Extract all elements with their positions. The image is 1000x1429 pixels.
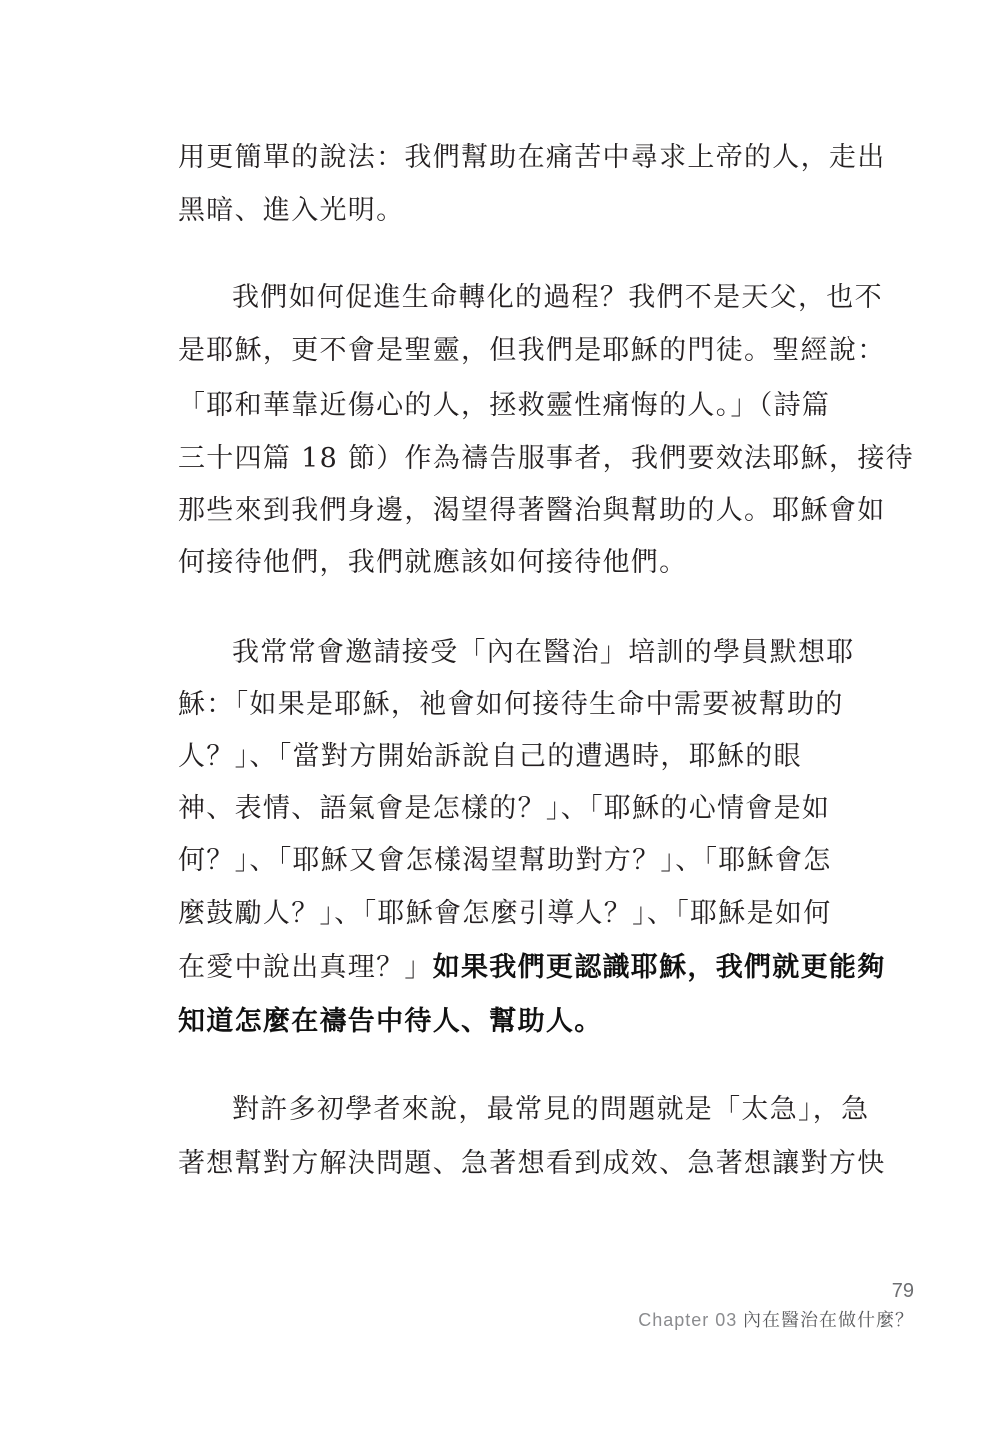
- chapter-label: Chapter 03: [638, 1310, 738, 1330]
- page-number: 79: [891, 1280, 914, 1302]
- paragraph-3-line-7: [178, 942, 886, 994]
- chapter-title: 內在醫治在做什麼？: [743, 1310, 914, 1331]
- paragraph-3-line-5: 何？」、「耶穌又會怎樣渴望幫助對方？」、「耶穌會怎: [178, 845, 832, 876]
- paragraph-3-line-2: 穌：「如果是耶穌，祂會如何接待生命中需要被幫助的: [178, 689, 844, 720]
- emphasis-text-line-2: 知道怎麼在禱告中待人、幫助人。: [178, 1006, 603, 1037]
- paragraph-2-line-4: [178, 433, 914, 485]
- paragraph-3-line-4: 神、表情、語氣會是怎樣的？」、「耶穌的心情會是如: [178, 793, 831, 824]
- paragraph-3-line-3: 人？」、「當對方開始訴說自己的遭遇時，耶穌的眼: [178, 741, 802, 772]
- paragraph-2-line-5: 那些來到我們身邊，渴望得著醫治與幫助的人。耶穌會如: [178, 495, 886, 526]
- paragraph-3-line-1: 我常常會邀請接受「內在醫治」培訓的學員默想耶: [232, 637, 855, 668]
- paragraph-2-line-1: 我們如何促進生命轉化的過程？我們不是天父，也不: [232, 282, 883, 313]
- verse-number: 18: [301, 443, 339, 474]
- scripture-quote-line: 「耶和華靠近傷心的人，拯救靈性痛悔的人。」（詩篇: [178, 390, 831, 421]
- scripture-reference-text: 三十四篇: [178, 443, 302, 474]
- paragraph-3-line-7-regular: 在愛中說出真理？」: [178, 952, 433, 983]
- paragraph-1-line-2: 黑暗、進入光明。: [178, 195, 405, 226]
- paragraph-4-line-2: 著想幫對方解決問題、急著想看到成效、急著想讓對方快: [178, 1148, 886, 1179]
- running-footer: [638, 1306, 914, 1335]
- paragraph-3-line-6: 麼鼓勵人？」、「耶穌會怎麼引導人？」、「耶穌是如何: [178, 898, 832, 929]
- scripture-reference-suffix: 節）作為禱告服事者，我們要效法耶穌，接待: [338, 443, 914, 474]
- paragraph-1-line-1: 用更簡單的說法：我們幫助在痛苦中尋求上帝的人，走出: [178, 142, 886, 173]
- emphasis-text: 如果我們更認識耶穌，我們就更能夠: [432, 952, 886, 983]
- paragraph-4-line-1: 對許多初學者來說，最常見的問題就是「太急」，急: [232, 1094, 870, 1125]
- paragraph-2-line-2: 是耶穌，更不會是聖靈，但我們是耶穌的門徒。聖經說：: [178, 335, 886, 366]
- paragraph-2-line-6: 何接待他們，我們就應該如何接待他們。: [178, 547, 688, 578]
